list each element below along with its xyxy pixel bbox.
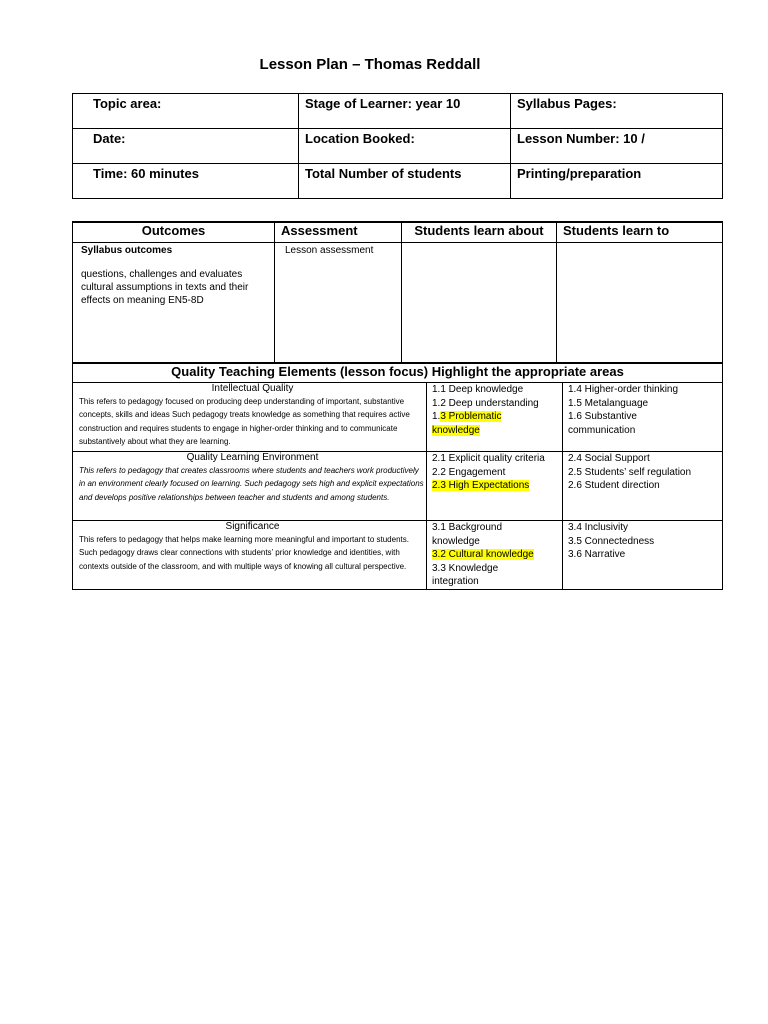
lesson-info-table	[72, 93, 723, 199]
list-item: 1.4 Higher-order thinking	[568, 384, 679, 395]
table-row	[73, 94, 723, 129]
table-header-row	[73, 222, 723, 243]
list-item: 2.4 Social Support	[568, 453, 650, 464]
highlighted-item: 3.2 Cultural knowledge	[432, 549, 534, 560]
header-assessment: Assessment	[275, 222, 402, 243]
outcome-text: questions, challenges and evaluates cultural assumptions in texts and their effects on meaning EN5-8D	[81, 269, 249, 306]
list-item: 2.6 Student direction	[568, 480, 660, 491]
element-list-a	[427, 452, 563, 521]
list-item: 1.1 Deep knowledge	[432, 384, 524, 395]
list-item: 3.5 Connectedness	[568, 535, 655, 547]
syllabus-pages-cell: Syllabus Pages:	[511, 94, 723, 129]
location-booked-cell: Location Booked:	[299, 129, 511, 164]
list-item	[432, 479, 562, 493]
table-row	[73, 452, 723, 521]
quality-teaching-heading: Quality Teaching Elements (lesson focus) Highlight the appropriate areas	[73, 364, 723, 383]
lesson-number-cell: Lesson Number: 10 /	[511, 129, 723, 164]
element-list-b	[563, 452, 723, 521]
students-learn-to-cell	[557, 243, 723, 363]
element-list-a	[427, 521, 563, 590]
intellectual-quality-cell	[73, 383, 427, 452]
list-item: 3.4 Inclusivity	[568, 522, 629, 533]
element-description: This refers to pedagogy focused on producing deep understanding of important, substantive concepts, skills and ideas Such pedagogy treats knowledge as something that requires active construction and requires students to engage in higher-order thinking and to communicate substantively about what they are learning.	[79, 397, 410, 447]
list-item: 2.2 Engagement	[432, 466, 506, 478]
lesson-assessment-label: Lesson assessment	[285, 245, 374, 256]
list-item: 1.5 Metalanguage	[568, 397, 649, 409]
syllabus-outcomes-label: Syllabus outcomes	[81, 245, 173, 256]
table-header-row	[73, 364, 723, 383]
list-item: knowledge	[432, 535, 480, 547]
element-list-b	[563, 383, 723, 452]
list-item-prefix: 1.	[432, 411, 441, 422]
list-item: 2.5 Students’ self regulation	[568, 466, 692, 478]
element-description: This refers to pedagogy that helps make learning more meaningful and important to students. Such pedagogy draws clear connections with students’ prior knowledge and identities, with contexts outside of the classroom, and with multiple ways of knowing all cultural perspective.	[79, 535, 409, 571]
element-list-a	[427, 383, 563, 452]
list-item: 3.1 Background	[432, 522, 503, 533]
header-students-learn-to: Students learn to	[557, 222, 723, 243]
date-cell: Date:	[73, 129, 299, 164]
students-learn-about-cell	[402, 243, 557, 363]
table-row	[73, 129, 723, 164]
list-item	[432, 548, 562, 562]
total-students-cell: Total Number of students	[299, 164, 511, 199]
printing-preparation-cell: Printing/preparation	[511, 164, 723, 199]
header-outcomes: Outcomes	[73, 222, 275, 243]
assessment-cell	[275, 243, 402, 363]
topic-area-cell: Topic area:	[73, 94, 299, 129]
table-row	[73, 243, 723, 363]
element-title: Significance	[225, 521, 280, 532]
list-item	[432, 424, 562, 438]
element-title: Intellectual Quality	[211, 383, 294, 394]
outcomes-table	[72, 221, 723, 363]
document-title: Lesson Plan – Thomas Reddall	[259, 56, 481, 73]
quality-learning-environment-cell	[73, 452, 427, 521]
list-item: 1.6 Substantive	[568, 411, 637, 422]
table-row	[73, 164, 723, 199]
table-row	[73, 521, 723, 590]
highlighted-item: 2.3 High Expectations	[432, 480, 530, 491]
element-list-b	[563, 521, 723, 590]
outcomes-cell	[73, 243, 275, 363]
list-item: integration	[432, 576, 479, 587]
element-description: This refers to pedagogy that creates classrooms where students and teachers work productively in an environment clearly focused on learning. Such pedagogy sets high and explicit expectations and develops positive relationships between teacher and students and among students.	[79, 466, 424, 502]
list-item: communication	[568, 424, 636, 436]
list-item: 3.6 Narrative	[568, 549, 626, 560]
quality-teaching-table	[72, 363, 723, 590]
stage-of-learner-cell: Stage of Learner: year 10	[299, 94, 511, 129]
time-cell: Time: 60 minutes	[73, 164, 299, 199]
list-item: 3.3 Knowledge	[432, 562, 499, 574]
highlighted-item: knowledge	[432, 424, 480, 436]
element-title: Quality Learning Environment	[186, 452, 319, 463]
significance-cell	[73, 521, 427, 590]
header-students-learn-about: Students learn about	[402, 222, 557, 243]
list-item: 2.1 Explicit quality criteria	[432, 453, 545, 464]
table-row	[73, 383, 723, 452]
list-item: 1.2 Deep understanding	[432, 397, 539, 409]
list-item	[432, 410, 562, 424]
highlighted-item: 3 Problematic	[440, 411, 502, 422]
